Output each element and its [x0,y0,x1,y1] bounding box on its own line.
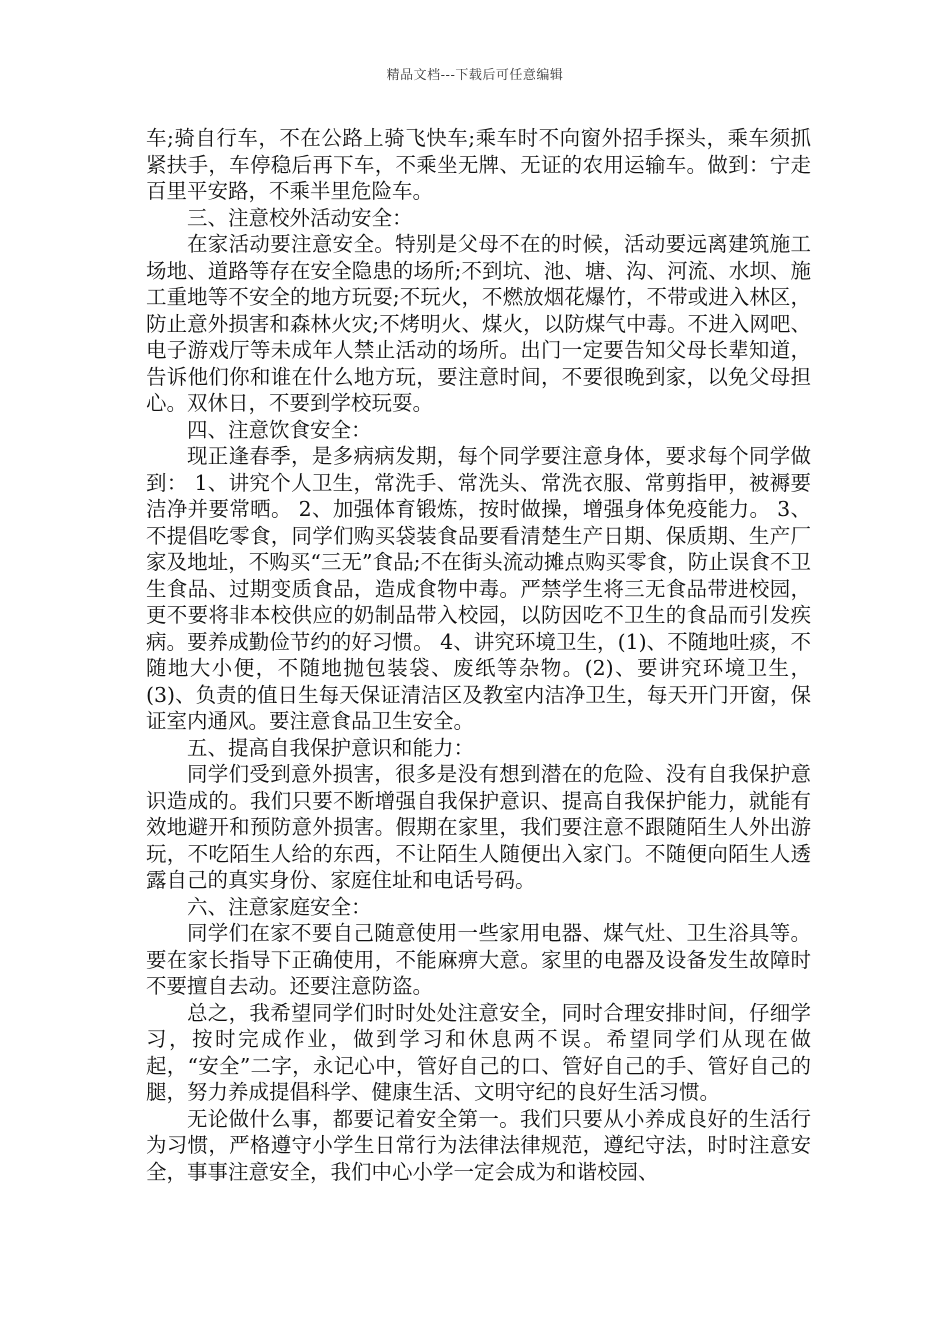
document-body [146,125,811,1185]
paragraph-outdoor-safety: 在家活动要注意安全。特别是父母不在的时候，活动要远离建筑施工场地、道路等存在安全隐患的场所;不到坑、池、塘、沟、河流、水坝、施工重地等不安全的地方玩耍;不玩火，不燃放烟花爆竹，不带或进入林区，防止意外损害和森林火灾;不烤明火、煤火，以防煤气中毒。不进入网吧、电子游戏厅等未成年人禁止活动的场所。出门一定要告知父母长辈知道，告诉他们你和谁在什么地方玩，要注意时间，不要很晚到家，以免父母担心。双休日，不要到学校玩耍。 [146,232,811,415]
paragraph-self-protection: 同学们受到意外损害，很多是没有想到潜在的危险、没有自我保护意识造成的。我们只要不断增强自我保护意识、提高自我保护能力，就能有效地避开和预防意外损害。假期在家里，我们要注意不跟随陌生人外出游玩，不吃陌生人给的东西，不让陌生人随便出入家门。不随便向陌生人透露自己的真实身份、家庭住址和电话号码。 [146,762,811,892]
paragraph-closing: 无论做什么事，都要记着安全第一。我们只要从小养成良好的生活行为习惯，严格遵守小学生日常行为法律法律规范，遵纪守法，时时注意安全，事事注意安全，我们中心小学一定会成为和谐校园、 [146,1106,811,1184]
heading-home-safety: 六、注意家庭安全： [187,894,372,919]
paragraph-food-safety: 现正逢春季，是多病病发期，每个同学要注意身体，要求每个同学做到： 1、讲究个人卫生，常洗手、常洗头、常洗衣服、常剪指甲，被褥要洁净并要常晒。 2、加强体育锻炼，按时做操，增强身体免疫能力。 3、不提倡吃零食，同学们购买袋装食品要看清楚生产日期、保质期、生产厂家及地址，不购买“三无”食品;不在街头流动摊点购买零食，防止误食不卫生食品、过期变质食品，造成食物中毒。严禁学生将三无食品带进校园，更不要将非本校供应的奶制品带入校园，以防因吃不卫生的食品而引发疾病。要养成勤俭节约的好习惯。 4、讲究环境卫生，(1)、不随地吐痰，不随地大小便，不随地抛包装袋、废纸等杂物。(2)、要讲究环境卫生，(3)、负责的值日生每天保证清洁区及教室内洁净卫生，每天开门开窗，保证室内通风。要注意食品卫生安全。 [146,444,811,733]
heading-food-safety: 四、注意饮食安全： [187,417,372,442]
page-header: 精品文档---下载后可任意编辑 [386,68,564,83]
heading-outdoor-safety: 三、注意校外活动安全： [187,205,413,230]
paragraph-transport-continued: 车;骑自行车，不在公路上骑飞快车;乘车时不向窗外招手探头，乘车须抓紧扶手，车停稳后再下车，不乘坐无牌、无证的农用运输车。做到：宁走百里平安路，不乘半里危险车。 [146,126,811,203]
heading-self-protection: 五、提高自我保护意识和能力： [187,735,474,760]
paragraph-summary: 总之，我希望同学们时时处处注意安全，同时合理安排时间，仔细学习，按时完成作业，做到学习和休息两不误。希望同学们从现在做起，“安全”二字，永记心中，管好自己的口、管好自己的手、管好自己的腿，努力养成提倡科学、健康生活、文明守纪的良好生活习惯。 [146,1000,811,1104]
paragraph-home-safety: 同学们在家不要自己随意使用一些家用电器、煤气灶、卫生浴具等。要在家长指导下正确使用，不能麻痹大意。家里的电器及设备发生故障时不要擅自去动。还要注意防盗。 [146,921,811,998]
